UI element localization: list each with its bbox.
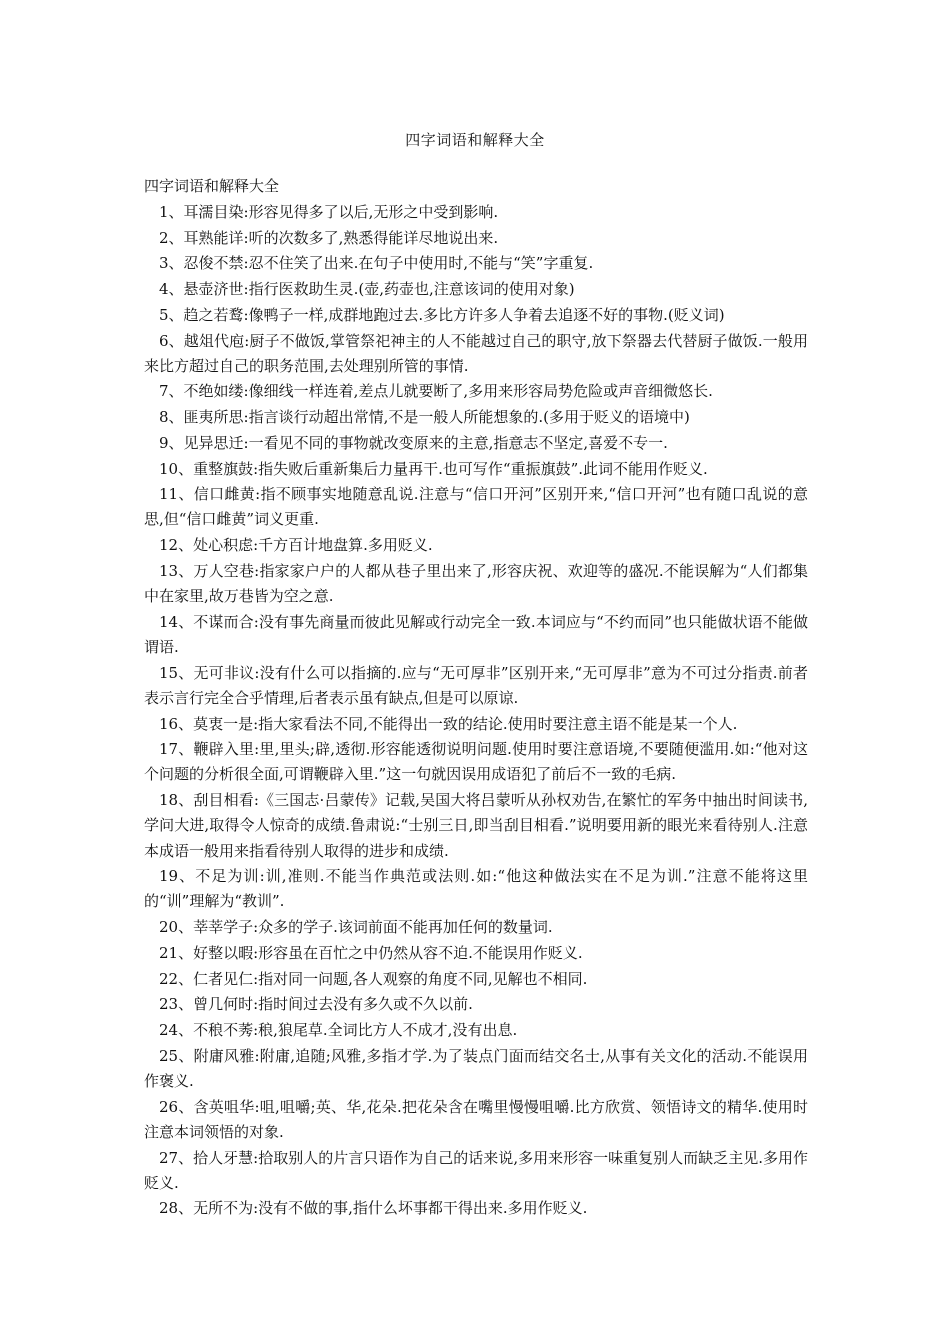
idiom-entry-12: 12、处心积虑:千方百计地盘算.多用贬义. bbox=[159, 536, 433, 555]
idiom-entry-14: 14、不谋而合:没有事先商量而彼此见解或行动完全一致.本词应与“不约而同”也只能做状语不能做谓语. bbox=[144, 612, 808, 656]
idiom-entry-25: 25、附庸风雅:附庸,追随;风雅,多指才学.为了装点门面而结交名士,从事有关文化的活动.不能误用作褒义. bbox=[144, 1046, 808, 1090]
idiom-entry-1: 1、耳濡目染:形容见得多了以后,无形之中受到影响. bbox=[159, 203, 499, 221]
idiom-entry-20: 20、莘莘学子:众多的学子.该词前面不能再加任何的数量词. bbox=[159, 918, 553, 937]
idiom-entry-23: 23、曾几何时:指时间过去没有多久或不久以前. bbox=[159, 995, 473, 1014]
idiom-entry-5: 5、趋之若鹜:像鸭子一样,成群地跑过去.多比方许多人争着去追逐不好的事物.(贬义词) bbox=[159, 305, 725, 324]
idiom-entry-28: 28、无所不为:没有不做的事,指什么坏事都干得出来.多用作贬义. bbox=[159, 1199, 588, 1218]
idiom-entry-22: 22、仁者见仁:指对同一问题,各人观察的角度不同,见解也不相同. bbox=[159, 969, 588, 988]
idiom-entry-7: 7、不绝如缕:像细线一样连着,差点儿就要断了,多用来形容局势危险或声音细微悠长. bbox=[159, 382, 713, 401]
idiom-entry-2: 2、耳熟能详:听的次数多了,熟悉得能详尽地说出来. bbox=[159, 228, 499, 247]
idiom-entry-21: 21、好整以暇:形容虽在百忙之中仍然从容不迫.不能误用作贬义. bbox=[159, 943, 583, 962]
document-title: 四字词语和解释大全 bbox=[405, 131, 545, 149]
idiom-entry-13: 13、万人空巷:指家家户户的人都从巷子里出来了,形容庆祝、欢迎等的盛况.不能误解为“人们都集中在家里,故万巷皆为空之意. bbox=[144, 561, 808, 606]
idiom-entry-27: 27、拾人牙慧:拾取别人的片言只语作为自己的话来说,多用来形容一味重复别人而缺乏主见.多用作贬义. bbox=[144, 1148, 808, 1192]
idiom-entry-15: 15、无可非议:没有什么可以指摘的.应与“无可厚非”区别开来,“无可厚非”意为不可过分指责.前者表示言行完全合乎情理,后者表示虽有缺点,但是可以原谅. bbox=[144, 663, 808, 707]
idiom-entry-19: 19、不足为训:训,准则.不能当作典范或法则.如:“他这种做法实在不足为训.”注意不能将这里的“训”理解为“教训”. bbox=[144, 867, 808, 911]
idiom-entry-4: 4、悬壶济世:指行医救助生灵.(壶,药壶也,注意该词的使用对象) bbox=[159, 280, 575, 299]
idiom-entry-18: 18、刮目相看:《三国志·吕蒙传》记载,吴国大将吕蒙听从孙权劝告,在繁忙的军务中抽出时间读书,学问大进,取得令人惊奇的成绩.鲁肃说:“士别三日,即当刮目相看.”说明要用新的眼光来看待别人.注意本成语一般用来指看待别人取得的进步和成绩. bbox=[144, 791, 808, 860]
idiom-entry-17: 17、鞭辟入里:里,里头;辟,透彻.形容能透彻说明问题.使用时要注意语境,不要随便滥用.如:“他对这个问题的分析很全面,可谓鞭辟入里.”这一句就因误用成语犯了前后不一致的毛病. bbox=[144, 740, 808, 784]
idiom-entry-10: 10、重整旗鼓:指失败后重新集后力量再干.也可写作“重振旗鼓”.此词不能用作贬义. bbox=[159, 459, 708, 478]
idiom-entry-3: 3、忍俊不禁:忍不住笑了出来.在句子中使用时,不能与“笑”字重复. bbox=[159, 254, 594, 273]
idiom-entry-16: 16、莫衷一是:指大家看法不同,不能得出一致的结论.使用时要注意主语不能是某一个人. bbox=[159, 714, 738, 733]
idiom-entry-8: 8、匪夷所思:指言谈行动超出常情,不是一般人所能想象的.(多用于贬义的语境中) bbox=[159, 408, 690, 427]
idiom-entry-9: 9、见异思迁:一看见不同的事物就改变原来的主意,指意志不坚定,喜爱不专一. bbox=[159, 433, 668, 452]
idiom-entry-26: 26、含英咀华:咀,咀嚼;英、华,花朵.把花朵含在嘴里慢慢咀嚼.比方欣赏、领悟诗文的精华.使用时注意本词领悟的对象. bbox=[144, 1097, 808, 1141]
document-subtitle: 四字词语和解释大全 bbox=[144, 177, 280, 195]
idiom-entry-11: 11、信口雌黄:指不顾事实地随意乱说.注意与“信口开河”区别开来,“信口开河”也有随口乱说的意思,但“信口雌黄”词义更重. bbox=[144, 485, 808, 529]
idiom-entry-6: 6、越俎代庖:厨子不做饭,掌管祭祀神主的人不能越过自己的职守,放下祭器去代替厨子做饭.一般用来比方超过自己的职务范围,去处理别所管的事情. bbox=[144, 331, 808, 375]
document-body bbox=[144, 176, 808, 1222]
idiom-entry-24: 24、不稂不莠:稂,狼尾草.全词比方人不成才,没有出息. bbox=[159, 1021, 518, 1039]
